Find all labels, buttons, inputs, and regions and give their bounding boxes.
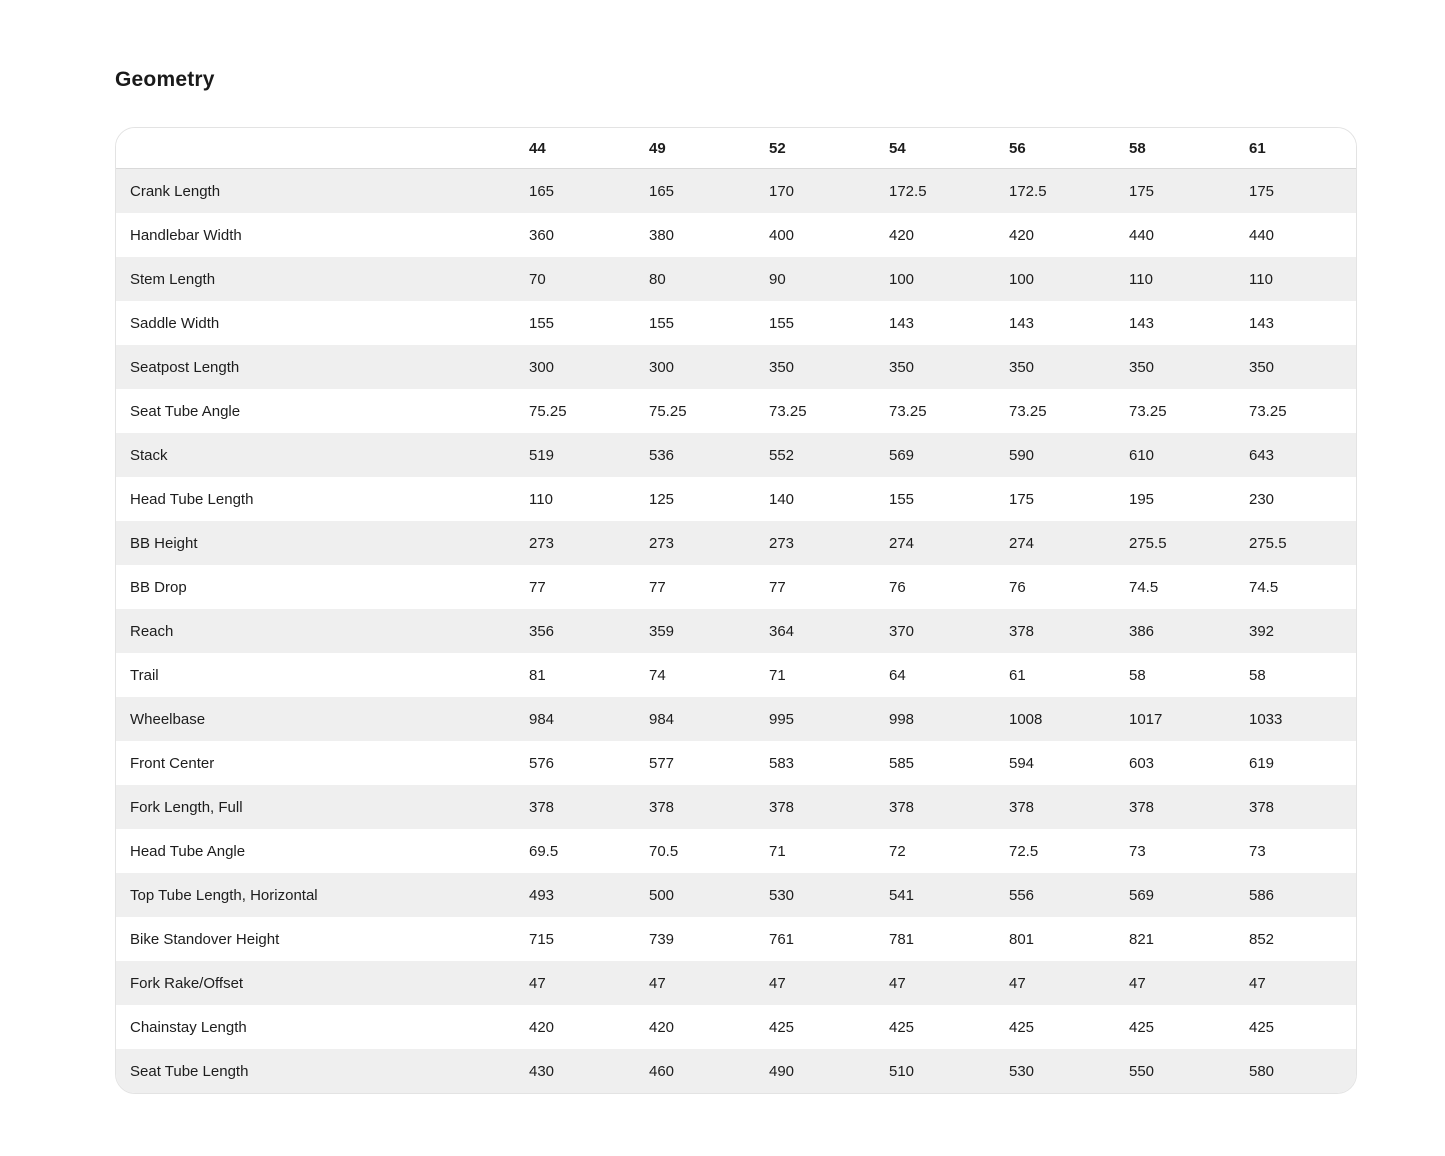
value-cell: 425 [1129, 1019, 1155, 1035]
value-cell: 73.25 [1009, 403, 1047, 419]
value-cell: 378 [769, 799, 795, 815]
value-cell: 73.25 [769, 403, 807, 419]
value-cell: 425 [1009, 1019, 1035, 1035]
row-label: Bike Standover Height [130, 931, 280, 947]
row-label: Trail [130, 667, 159, 683]
value-cell: 420 [1009, 227, 1035, 243]
row-label: Stem Length [130, 271, 216, 287]
value-cell: 610 [1129, 447, 1155, 463]
value-cell: 70.5 [649, 843, 679, 859]
value-cell: 510 [889, 1063, 915, 1079]
value-cell: 425 [1249, 1019, 1275, 1035]
value-cell: 72 [889, 843, 906, 859]
value-cell: 100 [1009, 271, 1035, 287]
value-cell: 1008 [1009, 711, 1043, 727]
value-cell: 440 [1129, 227, 1155, 243]
value-cell: 821 [1129, 931, 1155, 947]
value-cell: 73 [1249, 843, 1266, 859]
table-row [116, 917, 1356, 961]
row-label: BB Height [130, 535, 198, 551]
value-cell: 76 [889, 579, 906, 595]
table-row [116, 389, 1356, 433]
value-cell: 172.5 [889, 183, 927, 199]
value-cell: 64 [889, 667, 906, 683]
value-cell: 519 [529, 447, 555, 463]
row-label: Head Tube Angle [130, 843, 246, 859]
table-row [116, 433, 1356, 477]
value-cell: 155 [649, 315, 675, 331]
column-header-54: 54 [889, 140, 906, 156]
table-row [116, 169, 1356, 213]
value-cell: 392 [1249, 623, 1275, 639]
value-cell: 47 [1129, 975, 1146, 991]
table-row [116, 961, 1356, 1005]
value-cell: 425 [769, 1019, 795, 1035]
value-cell: 155 [769, 315, 795, 331]
column-header-44: 44 [529, 140, 546, 156]
row-label: Saddle Width [130, 315, 220, 331]
value-cell: 556 [1009, 887, 1035, 903]
table-row [116, 697, 1356, 741]
value-cell: 619 [1249, 755, 1275, 771]
table-row [116, 829, 1356, 873]
value-cell: 715 [529, 931, 555, 947]
value-cell: 77 [649, 579, 666, 595]
value-cell: 1017 [1129, 711, 1163, 727]
table-row [116, 873, 1356, 917]
value-cell: 801 [1009, 931, 1035, 947]
value-cell: 80 [649, 271, 666, 287]
value-cell: 569 [889, 447, 915, 463]
value-cell: 175 [1249, 183, 1275, 199]
table-body [116, 169, 1356, 1093]
value-cell: 440 [1249, 227, 1275, 243]
row-label: Seatpost Length [130, 359, 240, 375]
table-row [116, 1005, 1356, 1049]
value-cell: 125 [649, 491, 675, 507]
table-row [116, 609, 1356, 653]
value-cell: 360 [529, 227, 555, 243]
value-cell: 350 [889, 359, 915, 375]
value-cell: 550 [1129, 1063, 1155, 1079]
value-cell: 586 [1249, 887, 1275, 903]
value-cell: 603 [1129, 755, 1155, 771]
page-title: Geometry [115, 68, 215, 91]
value-cell: 852 [1249, 931, 1275, 947]
value-cell: 110 [1129, 271, 1153, 287]
row-label: Head Tube Length [130, 491, 254, 507]
value-cell: 70 [529, 271, 546, 287]
value-cell: 1033 [1249, 711, 1283, 727]
value-cell: 378 [1009, 623, 1035, 639]
value-cell: 74 [649, 667, 666, 683]
value-cell: 583 [769, 755, 795, 771]
value-cell: 590 [1009, 447, 1035, 463]
value-cell: 536 [649, 447, 675, 463]
row-label: Fork Length, Full [130, 799, 243, 815]
row-label: Seat Tube Length [130, 1063, 249, 1079]
value-cell: 143 [1249, 315, 1275, 331]
value-cell: 75.25 [529, 403, 567, 419]
value-cell: 100 [889, 271, 915, 287]
value-cell: 73.25 [889, 403, 927, 419]
value-cell: 58 [1129, 667, 1146, 683]
value-cell: 76 [1009, 579, 1026, 595]
table-row [116, 345, 1356, 389]
value-cell: 380 [649, 227, 675, 243]
value-cell: 378 [649, 799, 675, 815]
table-row [116, 521, 1356, 565]
column-header-56: 56 [1009, 140, 1026, 156]
value-cell: 370 [889, 623, 915, 639]
value-cell: 386 [1129, 623, 1155, 639]
value-cell: 90 [769, 271, 786, 287]
value-cell: 275.5 [1249, 535, 1287, 551]
geometry-table [115, 127, 1357, 1094]
table-row [116, 477, 1356, 521]
column-header-58: 58 [1129, 140, 1146, 156]
value-cell: 500 [649, 887, 675, 903]
value-cell: 493 [529, 887, 555, 903]
value-cell: 781 [889, 931, 915, 947]
value-cell: 378 [1249, 799, 1275, 815]
value-cell: 378 [1129, 799, 1155, 815]
value-cell: 541 [889, 887, 915, 903]
value-cell: 61 [1009, 667, 1026, 683]
value-cell: 998 [889, 711, 915, 727]
value-cell: 984 [649, 711, 675, 727]
value-cell: 359 [649, 623, 675, 639]
value-cell: 165 [529, 183, 555, 199]
value-cell: 110 [529, 491, 553, 507]
value-cell: 47 [1249, 975, 1266, 991]
value-cell: 364 [769, 623, 795, 639]
row-label: Top Tube Length, Horizontal [130, 887, 318, 903]
value-cell: 569 [1129, 887, 1155, 903]
value-cell: 984 [529, 711, 555, 727]
value-cell: 400 [769, 227, 795, 243]
value-cell: 143 [1009, 315, 1035, 331]
row-label: Fork Rake/Offset [130, 975, 244, 991]
row-label: Front Center [130, 755, 215, 771]
value-cell: 274 [889, 535, 915, 551]
value-cell: 350 [1129, 359, 1155, 375]
value-cell: 47 [529, 975, 546, 991]
value-cell: 74.5 [1249, 579, 1279, 595]
value-cell: 230 [1249, 491, 1275, 507]
table-row [116, 785, 1356, 829]
table-row [116, 1049, 1356, 1093]
value-cell: 77 [769, 579, 786, 595]
value-cell: 576 [529, 755, 555, 771]
value-cell: 273 [529, 535, 555, 551]
row-label: Chainstay Length [130, 1019, 247, 1035]
row-label: Handlebar Width [130, 227, 242, 243]
value-cell: 73.25 [1249, 403, 1287, 419]
value-cell: 350 [1249, 359, 1275, 375]
value-cell: 490 [769, 1063, 795, 1079]
row-label: BB Drop [130, 579, 187, 595]
value-cell: 425 [889, 1019, 915, 1035]
value-cell: 58 [1249, 667, 1266, 683]
value-cell: 420 [529, 1019, 555, 1035]
value-cell: 73.25 [1129, 403, 1167, 419]
value-cell: 275.5 [1129, 535, 1167, 551]
table-row [116, 213, 1356, 257]
value-cell: 175 [1009, 491, 1035, 507]
value-cell: 175 [1129, 183, 1155, 199]
value-cell: 761 [769, 931, 795, 947]
column-header-49: 49 [649, 140, 666, 156]
table-header-row [116, 128, 1356, 169]
value-cell: 300 [529, 359, 555, 375]
value-cell: 378 [889, 799, 915, 815]
value-cell: 594 [1009, 755, 1035, 771]
value-cell: 110 [1249, 271, 1273, 287]
value-cell: 273 [769, 535, 795, 551]
value-cell: 165 [649, 183, 675, 199]
value-cell: 47 [769, 975, 786, 991]
table-row [116, 257, 1356, 301]
value-cell: 143 [1129, 315, 1155, 331]
value-cell: 580 [1249, 1063, 1275, 1079]
value-cell: 47 [649, 975, 666, 991]
value-cell: 300 [649, 359, 675, 375]
value-cell: 170 [769, 183, 795, 199]
value-cell: 378 [529, 799, 555, 815]
value-cell: 995 [769, 711, 795, 727]
row-label: Wheelbase [130, 711, 206, 727]
value-cell: 739 [649, 931, 675, 947]
row-label: Reach [130, 623, 174, 639]
value-cell: 460 [649, 1063, 675, 1079]
value-cell: 530 [769, 887, 795, 903]
value-cell: 356 [529, 623, 555, 639]
value-cell: 155 [889, 491, 915, 507]
value-cell: 140 [769, 491, 795, 507]
value-cell: 430 [529, 1063, 555, 1079]
value-cell: 577 [649, 755, 675, 771]
value-cell: 378 [1009, 799, 1035, 815]
value-cell: 77 [529, 579, 546, 595]
value-cell: 47 [1009, 975, 1026, 991]
table-row [116, 741, 1356, 785]
table-row [116, 301, 1356, 345]
value-cell: 81 [529, 667, 546, 683]
table-row [116, 653, 1356, 697]
row-label: Seat Tube Angle [130, 403, 241, 419]
row-label: Stack [130, 447, 168, 463]
table-row [116, 565, 1356, 609]
value-cell: 350 [1009, 359, 1035, 375]
value-cell: 143 [889, 315, 915, 331]
value-cell: 274 [1009, 535, 1035, 551]
value-cell: 47 [889, 975, 906, 991]
value-cell: 350 [769, 359, 795, 375]
row-label: Crank Length [130, 183, 221, 199]
value-cell: 273 [649, 535, 675, 551]
value-cell: 75.25 [649, 403, 687, 419]
value-cell: 420 [889, 227, 915, 243]
value-cell: 420 [649, 1019, 675, 1035]
value-cell: 552 [769, 447, 795, 463]
value-cell: 172.5 [1009, 183, 1047, 199]
value-cell: 155 [529, 315, 555, 331]
column-header-61: 61 [1249, 140, 1266, 156]
value-cell: 585 [889, 755, 915, 771]
value-cell: 530 [1009, 1063, 1035, 1079]
value-cell: 71 [769, 843, 786, 859]
value-cell: 69.5 [529, 843, 559, 859]
value-cell: 72.5 [1009, 843, 1039, 859]
value-cell: 74.5 [1129, 579, 1159, 595]
column-header-52: 52 [769, 140, 786, 156]
value-cell: 195 [1129, 491, 1155, 507]
value-cell: 73 [1129, 843, 1146, 859]
value-cell: 643 [1249, 447, 1275, 463]
value-cell: 71 [769, 667, 786, 683]
